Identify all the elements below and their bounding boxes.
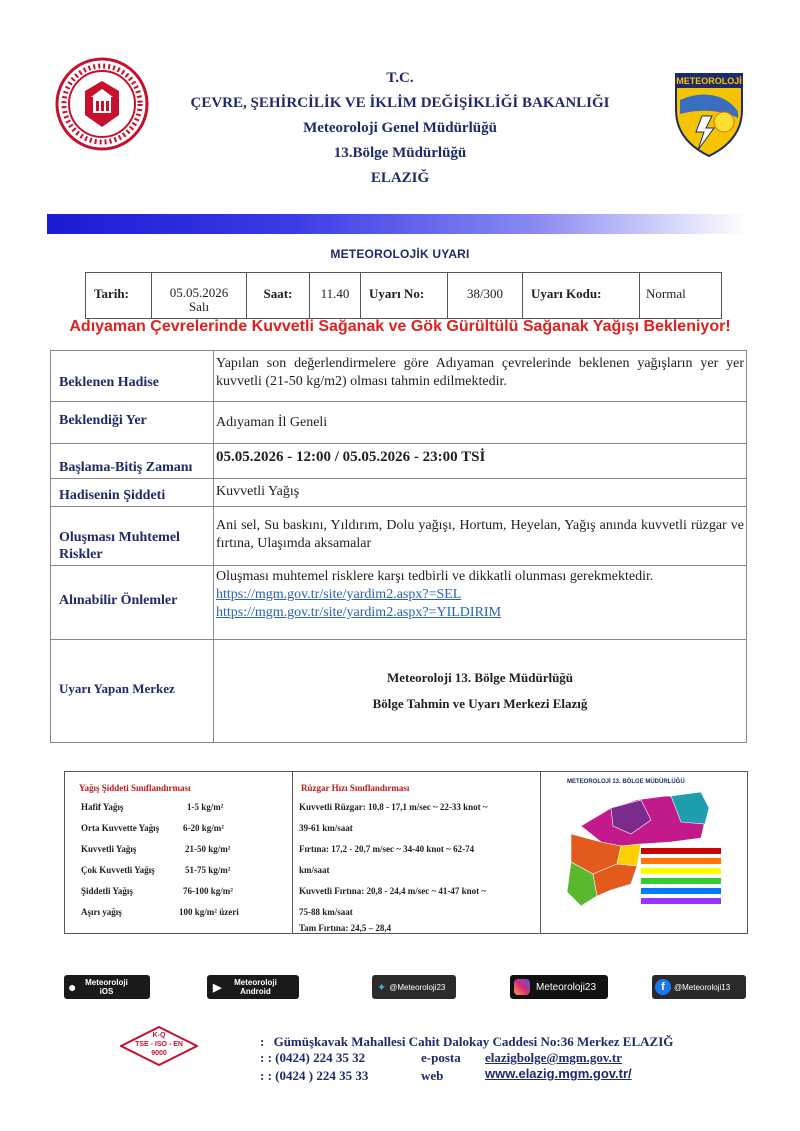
row-label: Hadisenin Şiddeti (51, 479, 214, 507)
address-line: : Gümüşkavak Mahallesi Cahit Dalokay Caddesi No:36 Merkez ELAZIĞ (260, 1034, 674, 1049)
table-row (51, 640, 747, 743)
address: Gümüşkavak Mahallesi Cahit Dalokay Caddesi No:36 Merkez ELAZIĞ (273, 1034, 674, 1049)
wind-scale-panel (293, 772, 541, 933)
website-link[interactable]: www.elazig.mgm.gov.tr/ (485, 1066, 632, 1081)
warning-meta-table (85, 272, 722, 319)
warning-no-label: Uyarı No: (361, 273, 448, 319)
warning-title: METEOROLOJİK UYARI (330, 247, 470, 261)
warning-code-value: Normal (640, 273, 722, 319)
warning-code-label: Uyarı Kodu: (523, 273, 640, 319)
phone1: : : (0424) 224 35 32 (260, 1050, 366, 1065)
time-label: Saat: (247, 273, 310, 319)
header-directorate: Meteoroloji Genel Müdürlüğü (303, 120, 497, 136)
twitter-handle: @Meteoroloji23 (389, 982, 446, 992)
header-tc: T.C. (386, 70, 414, 86)
phone1-value: : (0424) 224 35 32 (267, 1050, 366, 1065)
row-value: 05.05.2026 - 12:00 / 05.05.2026 - 23:00 TSİ (214, 444, 747, 479)
rain-item-name: Kuvvetli Yağış (81, 844, 137, 854)
wind-line: km/saat (299, 865, 330, 875)
table-row (51, 351, 747, 402)
wind-line: Fırtına: 17,2 - 20,7 m/sec ~ 34-40 knot ~ 62-74 (299, 844, 475, 854)
ios-app-button[interactable] (64, 975, 150, 999)
wind-line: Tam Fırtına: 24,5 – 28,4 (299, 923, 392, 933)
rain-item-range: 6-20 kg/m² (183, 823, 224, 833)
cert-line2: TSE - ISO - EN (135, 1041, 183, 1048)
precaution-text: Oluşması muhtemel risklere karşı tedbirli ve dikkatli olunması gerekmektedir. (216, 569, 654, 584)
region-map (541, 786, 747, 932)
email-link[interactable]: elazigbolge@mgm.gov.tr (485, 1050, 623, 1065)
ios-line2: iOS (99, 987, 114, 996)
wind-line: Kuvvetli Rüzgar: 10,8 - 17,1 m/sec ~ 22-33 knot ~ (299, 802, 488, 812)
date-cell (152, 273, 247, 319)
rain-scale-title: Yağış Şiddeti Sınıflandırması (79, 783, 191, 793)
row-label: Alınabilir Önlemler (51, 566, 214, 640)
facebook-icon: f (655, 979, 671, 995)
map-title: METEOROLOJİ 13. BÖLGE MÜDÜRLÜĞÜ (567, 779, 685, 785)
android-line1: Meteoroloji (234, 978, 277, 987)
rain-item-range: 51-75 kg/m² (185, 865, 231, 875)
date-value: 05.05.2026 (169, 285, 229, 300)
rain-item-range: 21-50 kg/m² (185, 844, 231, 854)
row-label: Beklenen Hadise (51, 351, 214, 402)
center-subname: Bölge Tahmin ve Uyarı Merkezi Elazığ (372, 696, 588, 711)
wind-line: 39-61 km/saat (299, 823, 353, 833)
apple-icon: ● (68, 979, 77, 995)
rain-item-range: 100 kg/m² üzeri (179, 907, 239, 917)
row-label: Uyarı Yapan Merkez (51, 640, 214, 743)
play-store-icon: ▶ (213, 981, 222, 994)
rain-item-name: Şiddetli Yağış (81, 886, 133, 896)
day-value: Salı (188, 299, 210, 314)
header-ministry: ÇEVRE, ŞEHİRCİLİK VE İKLİM DEĞİŞİKLİĞİ BAKANLIĞI (190, 95, 610, 111)
row-value (214, 566, 747, 640)
rain-item-name: Aşırı yağış (81, 907, 122, 917)
wind-line: Kuvvetli Fırtına: 20,8 - 24,4 m/sec ~ 41-47 knot ~ (299, 886, 487, 896)
row-value (214, 640, 747, 743)
row-value: Ani sel, Su baskını, Yıldırım, Dolu yağışı, Hortum, Heyelan, Yağış anında kuvvetli rüzgar ve fırtına, Ulaşımda aksamalar (214, 507, 747, 566)
rain-item-name: Orta Kuvvette Yağış (81, 823, 160, 833)
row-value: Adıyaman İl Geneli (214, 402, 747, 444)
logo-text: METEOROLOJİ (676, 76, 742, 86)
instagram-handle: Meteoroloji23 (536, 981, 597, 993)
cert-line1: K-Q (152, 1032, 166, 1039)
phone2: : : (0424 ) 224 35 33 (260, 1068, 369, 1083)
row-label: Başlama-Bitiş Zamanı (51, 444, 214, 479)
wind-line: 75-88 km/saat (299, 907, 353, 917)
warning-headline: Adıyaman Çevrelerinde Kuvvetli Sağanak ve Gök Gürültülü Sağanak Yağışı Bekleniyor! (69, 318, 731, 335)
rain-item-range: 76-100 kg/m² (183, 886, 233, 896)
row-value: Yapılan son değerlendirmelere göre Adıyaman çevrelerinde beklenen yağışların yer yer kuvvetli (21-50 kg/m2) olması tahmin edilmektedir. (214, 351, 747, 402)
row-label: Oluşması Muhtemel Riskler (51, 507, 214, 566)
header-region: 13.Bölge Müdürlüğü (333, 145, 467, 161)
rain-item-name: Hafif Yağış (81, 802, 124, 812)
email-label: e-posta (421, 1050, 461, 1065)
table-row (51, 507, 747, 566)
warning-details-table (50, 350, 747, 743)
rain-scale-panel (65, 772, 293, 933)
phone2-value: : (0424 ) 224 35 33 (267, 1068, 369, 1083)
table-row (51, 479, 747, 507)
table-row (51, 444, 747, 479)
twitter-icon: ✦ (377, 981, 387, 994)
cert-line3: 9000 (151, 1050, 167, 1057)
flood-info-link[interactable]: https://mgm.gov.tr/site/yardim2.aspx?=SEL (216, 587, 462, 602)
web-label: web (421, 1068, 444, 1083)
table-row (51, 566, 747, 640)
classification-box (64, 771, 748, 934)
row-label: Beklendiği Yer (51, 402, 214, 444)
facebook-handle: @Meteoroloji13 (674, 982, 731, 992)
date-label: Tarih: (86, 273, 152, 319)
android-app-button[interactable] (207, 975, 299, 999)
row-value: Kuvvetli Yağış (214, 479, 747, 507)
facebook-button[interactable] (652, 975, 746, 999)
instagram-icon (514, 979, 530, 995)
region-map-panel (541, 772, 747, 933)
table-row (51, 402, 747, 444)
ios-line1: Meteoroloji (85, 978, 128, 987)
instagram-button[interactable] (510, 975, 608, 999)
warning-no-value: 38/300 (448, 273, 523, 319)
lightning-info-link[interactable]: https://mgm.gov.tr/site/yardim2.aspx?=YILDIRIM (216, 605, 502, 620)
header-city: ELAZIĞ (370, 170, 430, 186)
rain-item-name: Çok Kuvvetli Yağış (81, 865, 155, 875)
android-line2: Android (240, 987, 271, 996)
twitter-button[interactable] (372, 975, 456, 999)
time-value: 11.40 (310, 273, 361, 319)
rain-item-range: 1-5 kg/m² (187, 802, 224, 812)
header-gradient-band (47, 214, 747, 234)
tse-cert-logo (120, 1026, 198, 1066)
center-name: Meteoroloji 13. Bölge Müdürlüğü (386, 670, 574, 685)
wind-scale-title: Rüzgar Hızı Sınıflandırması (301, 783, 410, 793)
